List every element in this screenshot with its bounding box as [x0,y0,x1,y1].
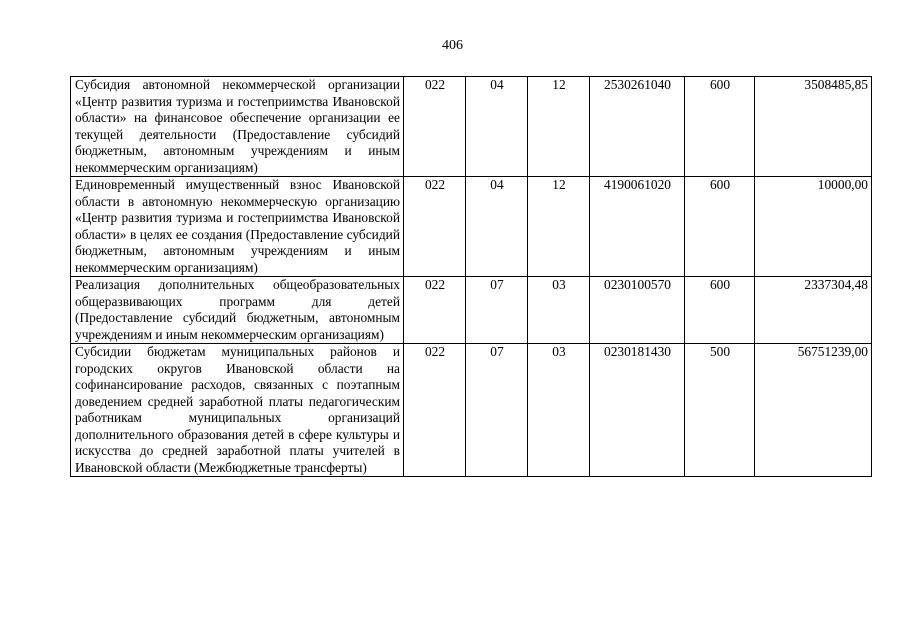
target-code: 4190061020 [590,177,685,277]
subsection-code: 12 [528,77,590,177]
target-code: 0230100570 [590,277,685,344]
expense-type-code: 600 [685,77,755,177]
expense-type-code: 600 [685,277,755,344]
section-code: 07 [466,277,528,344]
amount: 56751239,00 [755,344,872,477]
subsection-code: 12 [528,177,590,277]
section-code: 04 [466,77,528,177]
table-row [71,177,872,277]
target-code: 2530261040 [590,77,685,177]
row-description: Субсидии бюджетам муниципальных районов и городских округов Ивановской области на софинансирование расходов, связанных с поэтапным доведением средней заработной платы педагогическим работникам муниципальных организаций дополнительного образования детей в сфере культуры и искусства до средней заработной платы учителей в Ивановской области (Межбюджетные трансферты) [71,344,404,477]
ministry-code: 022 [404,344,466,477]
ministry-code: 022 [404,77,466,177]
subsection-code: 03 [528,344,590,477]
amount: 10000,00 [755,177,872,277]
row-description: Единовременный имущественный взнос Ивановской области в автономную некоммерческую организацию «Центр развития туризма и гостеприимства Ивановской области» в целях ее создания (Предоставление субсидий бюджетным, автономным учреждениям и иным некоммерческим организациям) [71,177,404,277]
target-code: 0230181430 [590,344,685,477]
table-row [71,77,872,177]
row-description: Реализация дополнительных общеобразовательных общеразвивающих программ для детей (Предоставление субсидий бюджетным, автономным учреждениям и иным некоммерческим организациям) [71,277,404,344]
amount: 3508485,85 [755,77,872,177]
section-code: 07 [466,344,528,477]
expense-type-code: 600 [685,177,755,277]
subsection-code: 03 [528,277,590,344]
row-description: Субсидия автономной некоммерческой организации «Центр развития туризма и гостеприимства Ивановской области» на финансовое обеспечение организации ее текущей деятельности (Предоставление субсидий бюджетным, автономным учреждениям и иным некоммерческим организациям) [71,77,404,177]
table-row [71,344,872,477]
expense-type-code: 500 [685,344,755,477]
page-number: 406 [442,38,463,53]
budget-table [70,76,872,477]
ministry-code: 022 [404,177,466,277]
ministry-code: 022 [404,277,466,344]
section-code: 04 [466,177,528,277]
amount: 2337304,48 [755,277,872,344]
table-row [71,277,872,344]
